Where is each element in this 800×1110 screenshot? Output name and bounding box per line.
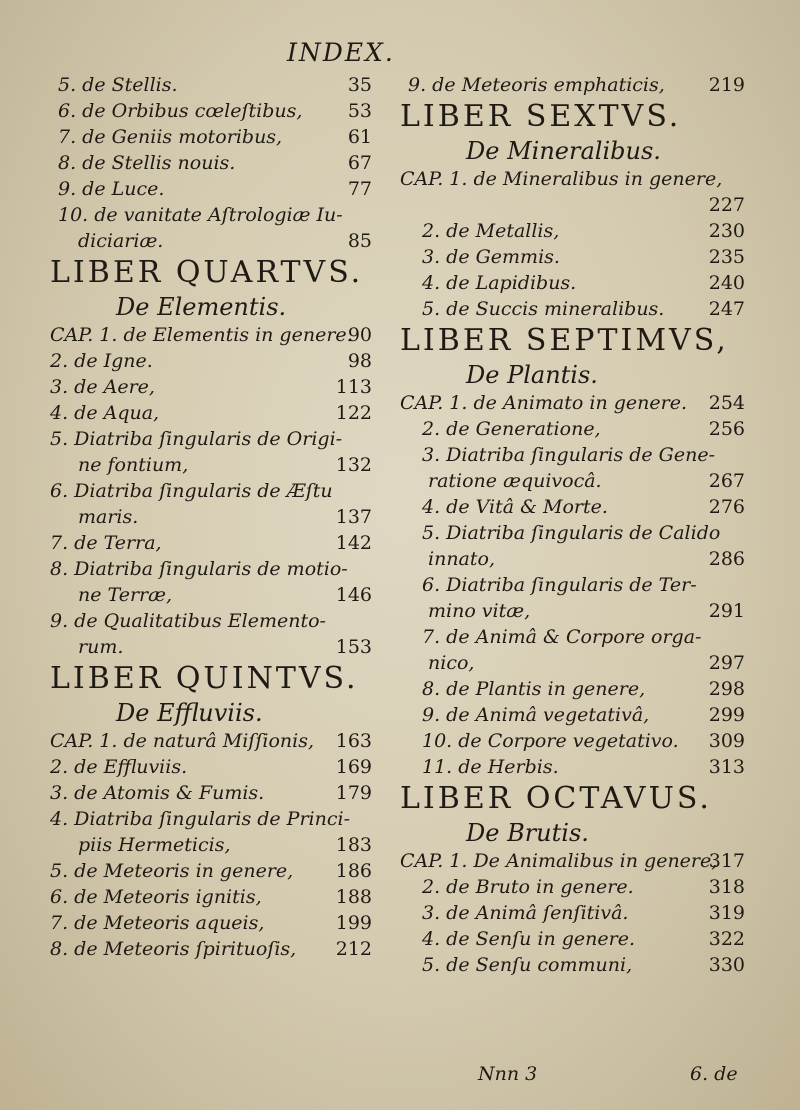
entry-title: 6. Diatriba ſingularis de Æſtu [50, 480, 333, 502]
entry-title: nico, [428, 652, 475, 674]
signature-mark: Nnn 3 [478, 1063, 538, 1085]
index-entry [50, 98, 372, 124]
entry-title: 5. de Meteoris in genere, [50, 860, 294, 882]
page-number: 309 [708, 730, 745, 752]
entry-title: 6. Diatriba ſingularis de Ter- [422, 574, 697, 596]
entry-title: CAP. 1. de Elementis in genere. [50, 324, 353, 346]
index-entry [400, 754, 745, 780]
page-number: 313 [708, 756, 745, 778]
entry-title: 9. de Animâ vegetativâ, [422, 704, 650, 726]
page-number: 179 [335, 782, 372, 804]
entry-title: 7. de Geniis motoribus, [58, 126, 283, 148]
entry-title: mino vitæ, [428, 600, 531, 622]
book-heading: LIBER SEXTVS. [400, 99, 682, 134]
index-entry [400, 416, 745, 442]
index-entry [400, 166, 745, 192]
index-entry [50, 556, 372, 582]
index-entry [400, 874, 745, 900]
index-entry [400, 520, 745, 546]
index-entry [400, 702, 745, 728]
index-entry [400, 676, 745, 702]
index-entry [400, 848, 745, 874]
entry-title: CAP. 1. de naturâ Miſſionis, [50, 730, 314, 752]
book-heading: LIBER QUINTVS. [50, 661, 359, 696]
page-number: 322 [708, 928, 745, 950]
index-entry [50, 72, 372, 98]
entry-title: 8. de Plantis in genere, [422, 678, 646, 700]
entry-title: 4. de Lapidibus. [422, 272, 577, 294]
page-number: 298 [708, 678, 745, 700]
entry-title: ratione æquivocâ. [428, 470, 602, 492]
page-number: 61 [347, 126, 372, 148]
book-subtitle: De Brutis. [466, 819, 589, 847]
index-entry-continuation [50, 832, 372, 858]
entry-title: 4. de Senſu in genere. [422, 928, 636, 950]
index-entry-continuation [400, 468, 745, 494]
page-number: 240 [708, 272, 745, 294]
entry-title: diciariæ. [78, 230, 164, 252]
entry-title: CAP. 1. de Animato in genere. [400, 392, 687, 414]
entry-title: piis Hermeticis, [78, 834, 231, 856]
index-entry [50, 374, 372, 400]
index-entry [400, 926, 745, 952]
entry-title: 7. de Terra, [50, 532, 162, 554]
page-number: 183 [335, 834, 372, 856]
book-heading: LIBER QUARTVS. [50, 255, 364, 290]
book-subtitle: De Effluviis. [116, 699, 263, 727]
index-entry [50, 124, 372, 150]
entry-title: 11. de Herbis. [422, 756, 559, 778]
entry-title: CAP. 1. de Mineralibus in genere, [400, 168, 723, 190]
index-entry-continuation [400, 650, 745, 676]
entry-title: 2. de Bruto in genere. [422, 876, 634, 898]
page-number: 247 [708, 298, 745, 320]
index-entry-continuation [50, 582, 372, 608]
entry-title: 3. Diatriba ſingularis de Gene- [422, 444, 715, 466]
page-number: 90 [347, 324, 372, 346]
entry-title: 9. de Qualitatibus Elemento- [50, 610, 326, 632]
book-heading: LIBER OCTAVUS. [400, 781, 712, 816]
page-number: 299 [708, 704, 745, 726]
entry-title: 4. de Vitâ & Morte. [422, 496, 608, 518]
entry-title: 4. de Aqua, [50, 402, 160, 424]
entry-title: 10. de Corpore vegetativo. [422, 730, 679, 752]
page-number: 188 [335, 886, 372, 908]
page-number: 169 [335, 756, 372, 778]
index-entry [50, 936, 372, 962]
page-number: 319 [708, 902, 745, 924]
page-number: 122 [335, 402, 372, 424]
index-entry [50, 150, 372, 176]
index-entry [400, 572, 745, 598]
index-entry [50, 426, 372, 452]
page-number: 330 [708, 954, 745, 976]
entry-title: 8. de Meteoris ſpirituoſis, [50, 938, 297, 960]
index-entry [50, 202, 372, 228]
index-entry [400, 624, 745, 650]
index-entry [50, 884, 372, 910]
entry-title: 5. de Stellis. [58, 74, 178, 96]
book-subtitle: De Elementis. [116, 293, 287, 321]
page-number: 35 [347, 74, 372, 96]
page-number: 132 [335, 454, 372, 476]
index-entry-continuation [400, 546, 745, 572]
entry-title: 4. Diatriba ſingularis de Princi- [50, 808, 350, 830]
page-number: 219 [708, 74, 745, 96]
index-entry [50, 780, 372, 806]
entry-title: 2. de Generatione, [422, 418, 601, 440]
entry-title: maris. [78, 506, 139, 528]
page-number: 267 [708, 470, 745, 492]
entry-title: 5. de Succis mineralibus. [422, 298, 665, 320]
page-number: 276 [708, 496, 745, 518]
index-entry-continuation [50, 634, 372, 660]
index-entry [400, 296, 745, 322]
running-head: INDEX. [287, 38, 395, 67]
entry-title: rum. [78, 636, 124, 658]
entry-title: 2. de Effluviis. [50, 756, 188, 778]
index-entry [50, 608, 372, 634]
entry-title: ne Terræ, [78, 584, 173, 606]
entry-title: 7. de Meteoris aqueis, [50, 912, 265, 934]
entry-title: 8. de Stellis nouis. [58, 152, 236, 174]
entry-title: 3. de Gemmis. [422, 246, 560, 268]
index-entry [50, 728, 372, 754]
index-entry [50, 806, 372, 832]
page-number: 67 [347, 152, 372, 174]
page-number: 291 [708, 600, 745, 622]
index-column-right [400, 72, 745, 978]
book-subtitle: De Mineralibus. [466, 137, 661, 165]
entry-title: innato, [428, 548, 495, 570]
catchword: 6. de [690, 1063, 738, 1085]
index-entry [400, 390, 745, 416]
page-number: 235 [708, 246, 745, 268]
page-number: 85 [347, 230, 372, 252]
page-number: 317 [708, 850, 745, 872]
page-number: 230 [708, 220, 745, 242]
index-entry-continuation [50, 504, 372, 530]
entry-title: 2. de Metallis, [422, 220, 560, 242]
index-entry [400, 952, 745, 978]
index-entry [50, 530, 372, 556]
page-number: 256 [708, 418, 745, 440]
page-number: 199 [335, 912, 372, 934]
index-entry [400, 494, 745, 520]
entry-title: 2. de Igne. [50, 350, 153, 372]
entry-title: 7. de Animâ & Corpore orga- [422, 626, 702, 648]
page-number: 53 [347, 100, 372, 122]
page-number: 142 [335, 532, 372, 554]
page-number: 212 [335, 938, 372, 960]
index-entry [400, 270, 745, 296]
index-entry-continuation [400, 598, 745, 624]
index-entry [400, 728, 745, 754]
index-entry [50, 478, 372, 504]
page-number: 286 [708, 548, 745, 570]
entry-title: 3. de Animâ ſenſitivâ. [422, 902, 629, 924]
entry-title: 6. de Orbibus cœleſtibus, [58, 100, 303, 122]
page-number: 113 [335, 376, 372, 398]
book-heading: LIBER SEPTIMVS, [400, 323, 729, 358]
index-entry [50, 910, 372, 936]
entry-title: 5. de Senſu communi, [422, 954, 633, 976]
entry-title: 3. de Atomis & Fumis. [50, 782, 265, 804]
entry-title: ne fontium, [78, 454, 189, 476]
entry-title: 9. de Luce. [58, 178, 165, 200]
entry-title: 8. Diatriba ſingularis de motio- [50, 558, 348, 580]
index-entry-continuation [50, 228, 372, 254]
page-number: 146 [335, 584, 372, 606]
page-number: 297 [708, 652, 745, 674]
index-entry [50, 400, 372, 426]
page-number: 98 [347, 350, 372, 372]
page-number: 186 [335, 860, 372, 882]
page-number: 153 [335, 636, 372, 658]
page-number: 137 [335, 506, 372, 528]
index-entry [400, 72, 745, 98]
page-number: 254 [708, 392, 745, 414]
entry-title: 6. de Meteoris ignitis, [50, 886, 262, 908]
index-entry [50, 322, 372, 348]
page-number: 227 [708, 194, 745, 216]
index-entry [400, 218, 745, 244]
index-entry [400, 900, 745, 926]
entry-title: 5. Diatriba ſingularis de Origi- [50, 428, 343, 450]
index-entry [50, 754, 372, 780]
index-entry-continuation [50, 452, 372, 478]
page-number: 318 [708, 876, 745, 898]
entry-title: 9. de Meteoris emphaticis, [408, 74, 665, 96]
entry-title: CAP. 1. De Animalibus in genere, [400, 850, 718, 872]
index-column-left [50, 72, 372, 962]
page-number: 163 [335, 730, 372, 752]
entry-title: 3. de Aere, [50, 376, 155, 398]
index-entry [50, 176, 372, 202]
index-entry [400, 192, 745, 218]
index-entry [50, 348, 372, 374]
entry-title: 10. de vanitate Aſtrologiæ Iu- [58, 204, 343, 226]
index-entry [400, 244, 745, 270]
page-number: 77 [347, 178, 372, 200]
index-entry [400, 442, 745, 468]
book-subtitle: De Plantis. [466, 361, 598, 389]
index-entry [50, 858, 372, 884]
entry-title: 5. Diatriba ſingularis de Calido [422, 522, 721, 544]
